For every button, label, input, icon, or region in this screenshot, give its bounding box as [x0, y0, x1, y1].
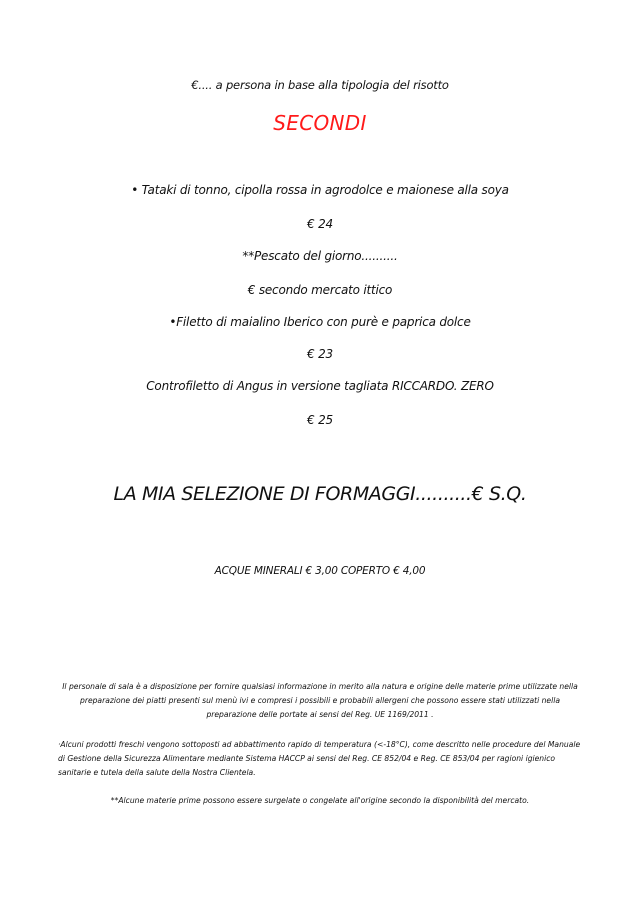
- dish-price: € 23: [307, 347, 333, 361]
- dish-name: Controfiletto di Angus in versione tagliata RICCARDO. ZERO: [146, 379, 494, 393]
- dish-price: € secondo mercato ittico: [247, 283, 393, 297]
- cheese-selection: LA MIA SELEZIONE DI FORMAGGI..........€ S.Q.: [113, 483, 527, 505]
- blast-chilling-notice: ·Alcuni prodotti freschi vengono sottoposti ad abbattimento rapido di temperatura (<-18°C), come descritto nelle procedure del Manuale di Gestione della Sicurezza Alimentare mediante Sistema HACCP ai sensi del Reg. CE 852/04 e Reg. CE 853/04 per ragioni igienico sanitarie e tutela della salute della Nostra Clientela.: [58, 740, 581, 777]
- allergen-notice: Il personale di sala è a disposizione per fornire qualsiasi informazione in merito alla natura e origine delle materie prime utilizzate nella preparazione dei piatti presenti sul menù ivi e compresi i possibili e probabili allergeni che possono essere stati utilizzati nella preparazione delle portate ai sensi del Reg. UE 1169/2011 .: [62, 682, 578, 719]
- dish-price: € 25: [307, 413, 333, 427]
- risotto-price-note: €.... a persona in base alla tipologia del risotto: [191, 78, 449, 92]
- frozen-ingredients-notice: **Alcune materie prime possono essere surgelate o congelate all'origine secondo la disponibilità del mercato.: [110, 796, 530, 805]
- water-and-cover-charge: ACQUE MINERALI € 3,00 COPERTO € 4,00: [214, 565, 426, 577]
- dish-name: **Pescato del giorno..........: [242, 249, 398, 263]
- dish-name: • Tataki di tonno, cipolla rossa in agrodolce e maionese alla soya: [131, 183, 509, 197]
- section-title-secondi: SECONDI: [273, 111, 367, 135]
- dish-price: € 24: [307, 217, 333, 231]
- dish-name: •Filetto di maialino Iberico con purè e paprica dolce: [169, 315, 471, 329]
